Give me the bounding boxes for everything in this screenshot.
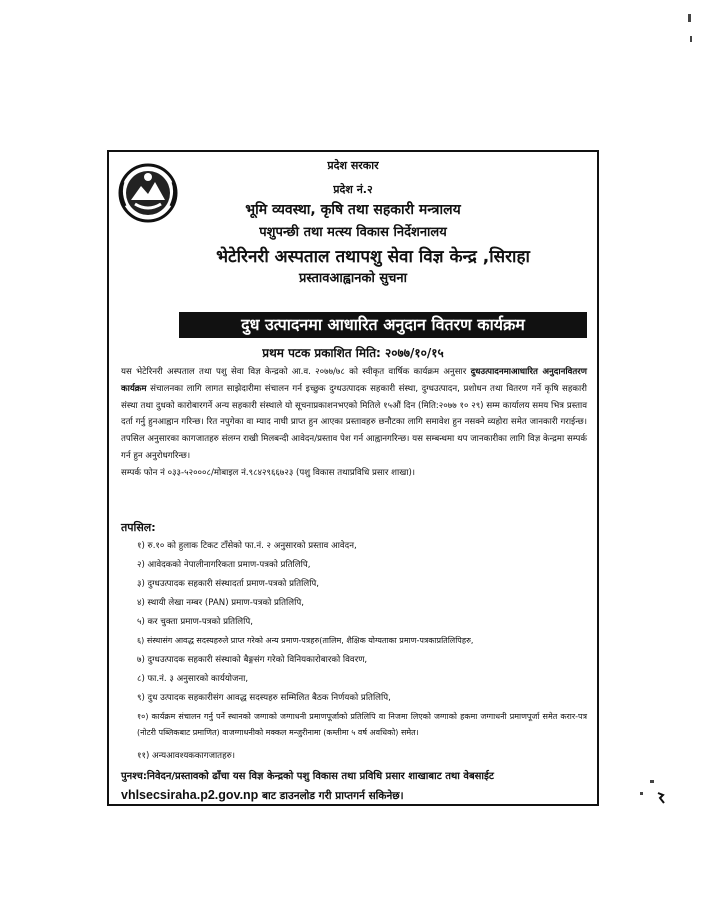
contact-info: सम्पर्क फोन नं ०३३-५२०००८/मोबाइल नं.९८४२९६६७२३ (पशु विकास तथाप्रविधि प्रसार शाखा)।: [121, 467, 416, 478]
list-item: ५) कर चुक्ता प्रमाण-पत्रको प्रतिलिपि,: [137, 617, 253, 627]
list-item: ८) फा.नं. ३ अनुसारको कार्ययोजना,: [137, 674, 249, 684]
province-label: प्रदेश नं.२: [333, 183, 373, 196]
list-item: ३) दुग्धउत्पादक सहकारी संस्थादर्ता प्रमाण-पत्रको प्रतिलिपि,: [137, 579, 320, 589]
list-item: १) रु.१० को हुलाक टिकट टाँसेको फा.नं. २ अनुसारको प्रस्ताव आवेदन,: [137, 541, 357, 551]
office-name: भेटेरिनरी अस्पताल तथापशु सेवा विज्ञ केन्द्र ,सिराहा: [216, 247, 530, 267]
scan-speck: [640, 792, 643, 795]
footer-line: पुनश्च:निवेदन/प्रस्तावको ढाँचा यस विज्ञ केन्द्रको पशु विकास तथा प्रविधि प्रसार शाखाबाट तथा वेबसाईट: [121, 771, 494, 782]
list-item: ६) संस्थासंग आवद्ध सदस्यहरुले प्राप्त गरेको अन्य प्रमाण-पत्रहरु(तालिम, शैक्षिक योग्यताका प्रमाण-पत्रकाप्रतिलिपिहरु,: [137, 636, 474, 645]
list-item: ४) स्थायी लेखा नम्बर (PAN) प्रमाण-पत्रको प्रतिलिपि,: [137, 598, 304, 608]
ink-mark-icon: [657, 792, 665, 804]
ministry-name: भूमि व्यवस्था, कृषि तथा सहकारी मन्त्रालय: [245, 202, 461, 218]
body-rest: संचालनका लागि लागत साझेदारीमा संचालन गर्न इच्छुक दुग्धउत्पादक सहकारी संस्था, दुग्धउत्पादन, प्रशोधन तथा वितरण गर्ने कृषि सहकारी संस्था तथा दुधको कारोबारगर्ने अन्य सहकारी संस्थाले यो सूचनाप्रकाशनभएको मितिले १५औं दिन (मिति:२०७७ १० २९) सम्म कार्यालय समय भित्र प्रस्ताव दर्ता गर्नु हुनआह्वान गरिन्छ। रित नपुगेका वा म्याद नाघी प्राप्त हुन आएका प्रस्तावहरु छनौटका लागि समावेश हुन नसक्ने व्यहोरा समेत जानकारी गराईन्छ। तपसिल अनुसारका कागजातहरु संलग्न राखी मिलबन्दी आवेदन/प्रस्ताव पेश गर्न आह्वानगरिन्छ। यस सम्बन्धमा थप जानकारीका लागि विज्ञ केन्द्रमा सम्पर्क गर्न हुन अनुरोधगरिन्छ।: [121, 383, 587, 461]
public-notice: [107, 150, 599, 806]
scan-speck: [688, 14, 691, 22]
notice-title: प्रस्तावआह्वानको सुचना: [299, 271, 407, 286]
website-link[interactable]: vhlsecsiraha.p2.gov.np: [121, 788, 259, 802]
list-item: ९) दुध उत्पादक सहकारीसंग आवद्ध सदस्यहरु सम्मिलित बैठक निर्णयको प्रतिलिपि,: [137, 693, 391, 703]
tapsil-heading: तपसिल:: [121, 521, 156, 534]
government-label: प्रदेश सरकार: [327, 159, 379, 172]
scan-speck: [690, 36, 692, 42]
program-banner: दुध उत्पादनमा आधारित अनुदान वितरण कार्यक्रम: [179, 312, 587, 338]
notice-body: [121, 364, 587, 482]
list-item: ११) अन्यआवश्यककागजातहरु।: [137, 751, 236, 761]
footer-note: [121, 768, 591, 805]
published-date: प्रथम पटक प्रकाशित मिति: २०७७/१०/१५: [262, 346, 444, 360]
program-name: दुधउत्पादनमाआधारित अनुदानवितरण कार्यक्रम: [121, 367, 588, 394]
directorate-name: पशुपन्छी तथा मत्स्य विकास निर्देशनालय: [259, 225, 447, 240]
list-item: २) आवेदकको नेपालीनागरिकता प्रमाण-पत्रको प्रतिलिपि,: [137, 560, 311, 570]
list-item: ७) दुग्धउत्पादक सहकारी संस्थाको बैङ्गसंग गरेको विनियकारोबारको विवरण,: [137, 655, 368, 665]
list-item: १०) कार्यक्रम संचालन गर्नु पर्ने स्थानको जग्गाको जग्गाधनी प्रमाणपूर्जाको प्रतिलिपि वा निजमा लिएको जग्गाको हकमा जग्गाधनी प्रमाणपूर्जा समेत करार-पत्र (नोटरी पब्लिकबाट प्रमाणित) वाजग्गाधनीको मक्कल मन्जुरीनामा (कम्तीमा ५ वर्ष अवधिको) समेत।: [137, 712, 587, 737]
scan-speck: [650, 780, 654, 783]
footer-line-end: बाट डाउनलोड गरी प्राप्तगर्न सकिनेछ।: [258, 790, 404, 802]
body-intro: यस भेटेरिनरी अस्पताल तथा पशु सेवा विज्ञ केन्द्रको आ.व. २०७७/७८ को स्वीकृत वार्षिक कार्यक्रम अनुसार: [121, 367, 467, 377]
